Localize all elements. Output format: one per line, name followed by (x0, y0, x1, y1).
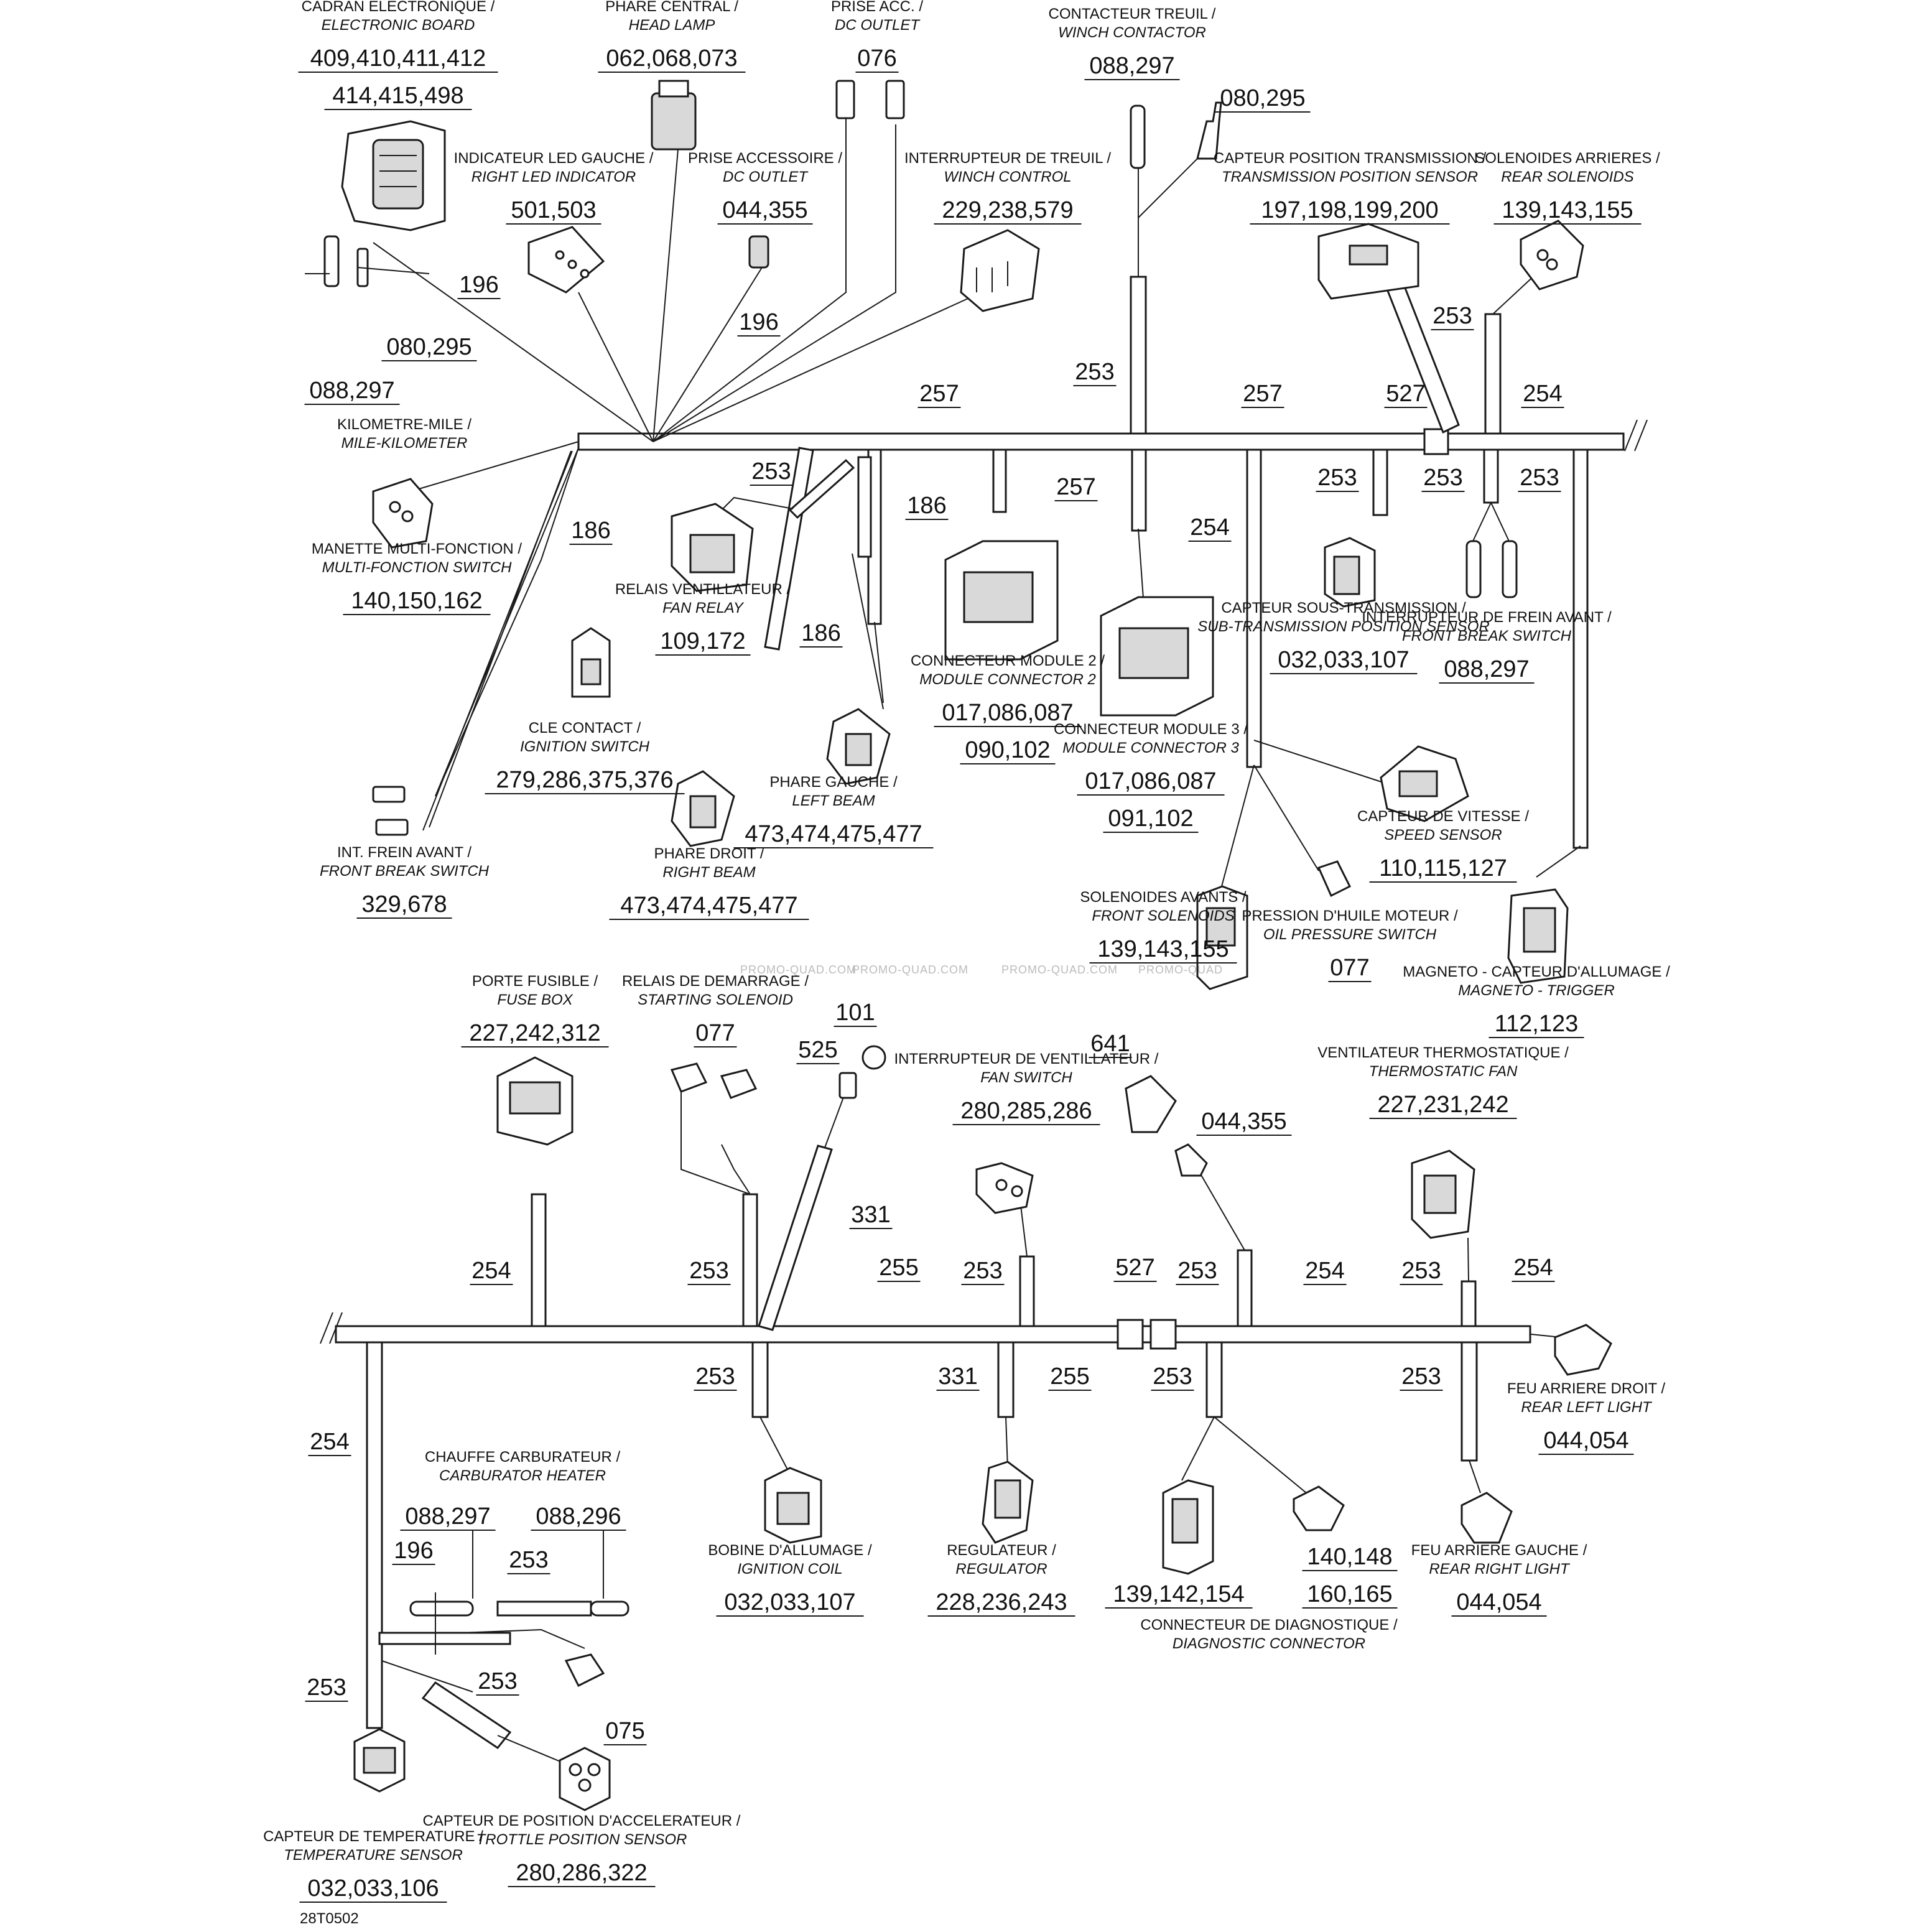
ignition-switch-connector (572, 628, 610, 697)
callout-088-296 (531, 1503, 626, 1530)
ignition-coil-fr-label: BOBINE D'ALLUMAGE / (708, 1542, 872, 1559)
callout-527 (1114, 1255, 1157, 1281)
callout-139-142-154 (1105, 1581, 1253, 1608)
dc-outlet-accessory-label (688, 150, 842, 224)
dc-outlet-accessory-fr-label: PRISE ACCESSOIRE / (687, 150, 843, 167)
left-beam-ref-number: 473,474,475,477 (745, 821, 922, 847)
throttle-sensor-icon (560, 1748, 610, 1810)
callout-196-text: 196 (459, 272, 499, 298)
bottom-connectors (355, 1046, 1611, 1810)
callout-641-text: 641 (1090, 1031, 1130, 1057)
head-lamp-connector (652, 81, 695, 149)
fan-relay-connector (672, 504, 753, 591)
callout-254-text: 254 (310, 1429, 350, 1455)
speed-sensor-label (1357, 808, 1529, 882)
diagnostic-connector-fr-label: CONNECTEUR DE DIAGNOSTIQUE / (1140, 1617, 1398, 1633)
speed-sensor-en-label: SPEED SENSOR (1384, 827, 1502, 843)
callout-075 (604, 1718, 647, 1745)
module-connector-2-en-label: MODULE CONNECTOR 2 (919, 671, 1096, 688)
fan-relay-fr-label: RELAIS VENTILLATEUR / (615, 581, 791, 598)
thermostatic-fan-icon (1412, 1151, 1474, 1238)
carburator-heater-label (425, 1449, 621, 1484)
callout-080-295 (382, 334, 477, 361)
dc-outlet-top-en-label: DC OUTLET (834, 17, 920, 34)
callout-253 (962, 1258, 1005, 1284)
right-beam-label (610, 845, 809, 919)
dc-outlet-top-ref-number: 076 (857, 45, 897, 72)
module-connector-3-icon (1101, 597, 1213, 715)
watermark-text: PROMO-QUAD.COM (852, 964, 968, 976)
callout-255 (1049, 1363, 1092, 1390)
ground-terminals (305, 236, 429, 286)
fan-switch-en-label: FAN SWITCH (980, 1069, 1072, 1086)
diagnostic-140-icon (1294, 1487, 1344, 1530)
module-connector-2-ref-number: 017,086,087 (942, 700, 1074, 726)
callout-253 (1431, 303, 1474, 330)
right-led-indicator-ref-number: 501,503 (511, 197, 597, 223)
winch-control-connector (961, 230, 1039, 311)
ignition-coil-ref-number: 032,033,107 (724, 1589, 856, 1615)
module-connector-2-fr-label: CONNECTEUR MODULE 2 / (910, 653, 1105, 669)
callout-186-text: 186 (801, 620, 841, 646)
connector-641 (1126, 1076, 1176, 1132)
callout-253-text: 253 (1177, 1258, 1217, 1284)
callout-253 (1518, 465, 1561, 491)
left-beam-connector (827, 709, 889, 784)
sub-transmission-position-sensor-ref-number: 032,033,107 (1278, 647, 1410, 673)
callout-101 (834, 1000, 877, 1026)
callout-253 (1151, 1363, 1194, 1390)
electronic-board-fr-label: CADRAN ELECTRONIQUE / (301, 0, 495, 15)
callout-196-text: 196 (739, 309, 779, 335)
starting-solenoid-fr-label: RELAIS DE DEMARRAGE / (621, 973, 809, 990)
mile-kilometer-label (337, 416, 471, 452)
callout-088-297 (401, 1503, 496, 1530)
callout-253-text: 253 (1153, 1363, 1192, 1390)
starting-solenoid-ref-number: 077 (695, 1020, 735, 1046)
callout-525-text: 525 (798, 1037, 838, 1063)
callout-253-text: 253 (689, 1258, 729, 1284)
ring-terminal-101 (840, 1046, 885, 1098)
callout-080-295-text: 080,295 (386, 334, 472, 360)
speed-sensor-fr-label: CAPTEUR DE VITESSE / (1357, 808, 1530, 825)
left-beam-en-label: LEFT BEAM (792, 792, 875, 809)
callout-253 (1422, 465, 1465, 491)
rear-solenoids-en-label: REAR SOLENOIDS (1501, 169, 1634, 185)
callout-196-text: 196 (394, 1538, 434, 1564)
callout-257 (1242, 381, 1284, 407)
callout-527 (1385, 381, 1428, 407)
multi-function-switch-label (312, 541, 522, 615)
fuse-box-icon (498, 1057, 572, 1145)
connector-044-355 (1176, 1145, 1207, 1176)
callout-139-142-154-text: 139,142,154 (1113, 1581, 1245, 1607)
fuse-box-fr-label: PORTE FUSIBLE / (471, 973, 598, 990)
front-brake-switch-left-en-label: FRONT BREAK SWITCH (319, 863, 490, 880)
callout-253 (508, 1547, 550, 1574)
oil-pressure-switch-fr-label: PRESSION D'HUILE MOTEUR / (1242, 908, 1458, 924)
callout-160-165-text: 160,165 (1307, 1581, 1393, 1607)
rear-right-light-fr-label: FEU ARRIERE GAUCHE / (1411, 1542, 1587, 1559)
connector-527-bottom-a (1118, 1320, 1143, 1349)
winch-control-fr-label: INTERRUPTEUR DE TREUIL / (904, 150, 1112, 167)
callout-257 (1055, 474, 1098, 501)
regulator-en-label: REGULATOR (955, 1561, 1047, 1577)
front-brake-switch-left-ref-number: 329,678 (361, 891, 447, 917)
callout-254-text: 254 (471, 1258, 511, 1284)
callout-331-text: 331 (938, 1363, 978, 1390)
bottom-main-harness (336, 1326, 1530, 1342)
callout-253 (688, 1258, 731, 1284)
callout-253-text: 253 (1317, 465, 1357, 491)
callout-253-text: 253 (751, 458, 791, 485)
sub-transmission-position-sensor-en-label: SUB-TRANSMISSION POSITION SENSOR (1197, 618, 1490, 635)
callout-253 (1316, 465, 1359, 491)
led-indicator-connector (529, 227, 603, 292)
callout-641 (1089, 1031, 1132, 1057)
electronic-board-ref-number: 409,410,411,412 (310, 45, 486, 72)
regulator-fr-label: REGULATEUR / (947, 1542, 1056, 1559)
head-lamp-ref-number: 062,068,073 (606, 45, 738, 72)
callout-196 (738, 309, 781, 336)
callout-088-297-text: 088,297 (405, 1503, 491, 1530)
module-connector-3-fr-label: CONNECTEUR MODULE 3 / (1053, 721, 1248, 738)
transmission-position-sensor-en-label: TRANSMISSION POSITION SENSOR (1221, 169, 1479, 185)
speed-sensor-ref-number: 110,115,127 (1379, 855, 1507, 881)
fuse-box-label (462, 973, 609, 1047)
electronic-board-label (299, 0, 498, 109)
callout-255-text: 255 (1050, 1363, 1090, 1390)
right-led-indicator-fr-label: INDICATEUR LED GAUCHE / (453, 150, 654, 167)
fan-switch-icon (977, 1163, 1033, 1213)
multi-function-switch-ref-number: 140,150,162 (351, 588, 483, 614)
electronic-board-en-label: ELECTRONIC BOARD (321, 17, 475, 34)
callout-253 (694, 1363, 737, 1390)
oil-pressure-switch-en-label: OIL PRESSURE SWITCH (1263, 926, 1437, 943)
module-connector-3-ref-number: 017,086,087 (1085, 768, 1217, 794)
fan-relay-en-label: FAN RELAY (662, 600, 743, 616)
callout-253 (476, 1668, 519, 1695)
callout-140-148-text: 140,148 (1307, 1544, 1393, 1570)
callout-253-text: 253 (963, 1258, 1003, 1284)
winch-control-ref-number: 229,238,579 (942, 197, 1074, 223)
callout-186 (570, 518, 613, 544)
starting-solenoid-terminals (672, 1064, 756, 1098)
callout-044-355 (1197, 1108, 1292, 1135)
transmission-position-sensor-label (1214, 150, 1487, 224)
temperature-sensor-ref-number: 032,033,106 (307, 1875, 439, 1902)
callout-254 (470, 1258, 513, 1284)
winch-contactor-en-label: WINCH CONTACTOR (1058, 24, 1206, 41)
ignition-coil-icon (765, 1468, 821, 1543)
callout-196 (392, 1538, 435, 1564)
callout-254 (1189, 514, 1232, 541)
connector-527-bottom-b (1151, 1320, 1176, 1349)
callout-257 (918, 381, 961, 407)
callout-253 (305, 1674, 348, 1701)
front-brake-switch-right-ref-number: 088,297 (1444, 656, 1530, 682)
dc-outlet-accessory-en-label: DC OUTLET (722, 169, 808, 185)
right-led-indicator-en-label: RIGHT LED INDICATOR (471, 169, 636, 185)
fan-relay-label (615, 581, 791, 655)
rear-left-light-fr-label: FEU ARRIERE DROIT / (1507, 1380, 1666, 1397)
diagnostic-connector-label (1140, 1617, 1398, 1652)
rear-left-light-label (1507, 1380, 1666, 1454)
thermostatic-fan-ref-number: 227,231,242 (1377, 1092, 1509, 1118)
front-brake-switch-right-en-label: FRONT BREAK SWITCH (1401, 628, 1572, 644)
top-harness-break (1625, 420, 1647, 451)
regulator-icon (983, 1462, 1033, 1543)
fuse-box-ref-number: 227,242,312 (469, 1020, 601, 1046)
temperature-sensor-fr-label: CAPTEUR DE TEMPERATURE / (263, 1828, 483, 1845)
callout-196 (458, 272, 501, 299)
throttle-position-sensor-ref-number: 280,286,322 (516, 1860, 648, 1886)
callout-257-text: 257 (1056, 474, 1096, 500)
callout-527-text: 527 (1115, 1255, 1155, 1281)
callout-253 (1400, 1363, 1443, 1390)
magneto-trigger-en-label: MAGNETO - TRIGGER (1458, 982, 1615, 999)
winch-contactor-terminal (1131, 106, 1145, 168)
front-solenoids-ref-number: 139,143,155 (1097, 936, 1229, 962)
callout-253-text: 253 (307, 1674, 346, 1701)
callout-255 (878, 1255, 921, 1281)
right-beam-ref-number: 473,474,475,477 (620, 893, 798, 919)
oil-pressure-switch-ref-number: 077 (1330, 955, 1370, 981)
temperature-sensor-icon (355, 1729, 404, 1791)
callout-527-text: 527 (1386, 381, 1426, 407)
thermostatic-fan-label (1317, 1044, 1569, 1118)
watermark-text: PROMO-QUAD.COM (740, 964, 857, 976)
starting-solenoid-label (622, 973, 809, 1047)
rear-right-light-icon (1462, 1493, 1512, 1543)
right-led-indicator-label (454, 150, 654, 224)
fan-switch-label (894, 1051, 1159, 1125)
rear-right-light-label (1411, 1542, 1587, 1616)
callout-186 (906, 493, 949, 519)
callout-257-text: 257 (919, 381, 959, 407)
magneto-trigger-fr-label: MAGNETO - CAPTEUR D'ALLUMAGE / (1403, 964, 1670, 980)
sub-transmission-position-sensor-fr-label: CAPTEUR SOUS-TRANSMISSION / (1221, 600, 1466, 616)
ignition-coil-label (708, 1542, 872, 1616)
front-solenoids-fr-label: SOLENOIDES AVANTS / (1080, 889, 1247, 906)
callout-088-296-text: 088,296 (536, 1503, 621, 1530)
winch-control-en-label: WINCH CONTROL (944, 169, 1072, 185)
front-brake-switch-right-fr-label: INTERRUPTEUR DE FREIN AVANT / (1362, 609, 1612, 626)
callout-253-text: 253 (1423, 465, 1463, 491)
front-solenoids-en-label: FRONT SOLENOIDS (1092, 908, 1235, 924)
thermostatic-fan-fr-label: VENTILATEUR THERMOSTATIQUE / (1317, 1044, 1569, 1061)
rear-solenoids-fr-label: SOLENOIDES ARRIERES / (1475, 150, 1660, 167)
front-brake-terminals (373, 787, 407, 835)
rear-left-light-en-label: REAR LEFT LIGHT (1521, 1399, 1651, 1416)
rear-solenoids-label (1475, 150, 1660, 224)
callout-254 (309, 1429, 351, 1456)
callout-253-text: 253 (1075, 359, 1115, 385)
transmission-sensor-connector (1319, 224, 1418, 299)
callout-254 (1512, 1255, 1555, 1281)
callout-254-text: 254 (1523, 381, 1563, 407)
callout-186 (800, 620, 843, 647)
diagnostic-connector-en-label: DIAGNOSTIC CONNECTOR (1172, 1635, 1366, 1652)
right-beam-connector (672, 771, 734, 846)
right-beam-en-label: RIGHT BEAM (662, 864, 756, 881)
multi-function-switch-fr-label: MANETTE MULTI-FONCTION / (311, 541, 522, 557)
callout-253 (1074, 359, 1117, 386)
sub-transmission-connector (1325, 538, 1375, 606)
callout-254 (1304, 1258, 1347, 1284)
temperature-sensor-label (263, 1828, 483, 1902)
rear-right-light-en-label: REAR RIGHT LIGHT (1429, 1561, 1569, 1577)
callout-331-text: 331 (851, 1202, 891, 1228)
magneto-trigger-ref-number: 112,123 (1494, 1011, 1579, 1037)
thermostatic-fan-en-label: THERMOSTATIC FAN (1368, 1063, 1518, 1080)
starting-solenoid-en-label: STARTING SOLENOID (638, 992, 793, 1008)
carburator-heater-en-label: CARBURATOR HEATER (439, 1467, 606, 1484)
figure-code: 28T0502 (300, 1910, 359, 1927)
dc-outlet-accessory-ref-number: 044,355 (722, 197, 808, 223)
callout-257-text: 257 (1243, 381, 1283, 407)
callout-253-text: 253 (1520, 465, 1559, 491)
head-lamp-en-label: HEAD LAMP (628, 17, 715, 34)
module-connector-2-icon (945, 541, 1057, 659)
mile-km-connector (373, 479, 432, 547)
callout-253-text: 253 (1401, 1363, 1441, 1390)
carburator-heater-fr-label: CHAUFFE CARBURATEUR / (424, 1449, 621, 1465)
winch-contactor-sleeve (1131, 277, 1146, 434)
diagnostic-139-icon (1163, 1480, 1213, 1574)
rear-left-light-ref-number: 044,054 (1543, 1428, 1629, 1454)
oil-pressure-terminal (1319, 862, 1350, 896)
transmission-position-sensor-fr-label: CAPTEUR POSITION TRANSMISSION / (1213, 150, 1487, 167)
callout-254-text: 254 (1190, 514, 1230, 541)
ignition-switch-ref-number: 279,286,375,376 (496, 767, 674, 793)
watermark-text: PROMO-QUAD.COM (1001, 964, 1118, 976)
callout-255-text: 255 (879, 1255, 919, 1281)
throttle-position-sensor-fr-label: CAPTEUR DE POSITION D'ACCELERATEUR / (422, 1813, 741, 1829)
winch-control-label (904, 150, 1111, 224)
callout-088-297 (305, 378, 400, 404)
accessory-outlet-connector (750, 236, 768, 267)
regulator-label (928, 1542, 1075, 1616)
magneto-trigger-label (1403, 964, 1670, 1038)
head-lamp-fr-label: PHARE CENTRAL / (605, 0, 738, 15)
dc-outlet-top-label (831, 0, 923, 72)
callout-253 (1176, 1258, 1219, 1284)
fan-relay-ref-number: 109,172 (660, 628, 746, 654)
callout-254 (1521, 381, 1564, 407)
rear-solenoids-ref-number: 139,143,155 (1502, 197, 1633, 223)
front-brake-switch-terminals (1467, 541, 1516, 597)
callout-140-148 (1303, 1544, 1398, 1571)
watermark (740, 964, 1223, 976)
watermark-text: PROMO-QUAD (1138, 964, 1223, 976)
ignition-switch-fr-label: CLE CONTACT / (528, 720, 641, 736)
callout-186-text: 186 (571, 518, 611, 544)
callout-254-text: 254 (1513, 1255, 1553, 1281)
callout-253 (750, 458, 793, 485)
ignition-switch-en-label: IGNITION SWITCH (520, 738, 649, 755)
fuse-box-en-label: FUSE BOX (497, 992, 573, 1008)
winch-contactor-label (1049, 6, 1216, 80)
module-connector-3-label (1054, 721, 1248, 832)
callout-253 (1400, 1258, 1443, 1284)
mile-kilometer-en-label: MILE-KILOMETER (341, 435, 468, 452)
transmission-position-sensor-ref-number: 197,198,199,200 (1261, 197, 1439, 223)
module-connector-2-ref-number: 090,102 (965, 737, 1051, 763)
callout-080-295 (1215, 85, 1311, 112)
temperature-sensor-en-label: TEMPERATURE SENSOR (284, 1847, 463, 1864)
rear-right-light-ref-number: 044,054 (1456, 1589, 1542, 1615)
left-beam-label (734, 774, 934, 848)
fan-switch-ref-number: 280,285,286 (960, 1098, 1092, 1124)
multi-function-switch-en-label: MULTI-FONCTION SWITCH (322, 559, 512, 576)
module-connector-3-ref-number: 091,102 (1108, 806, 1194, 832)
front-brake-switch-left-fr-label: INT. FREIN AVANT / (337, 844, 472, 861)
top-main-harness (578, 434, 1623, 450)
regulator-ref-number: 228,236,243 (936, 1589, 1067, 1615)
callout-253-text: 253 (1433, 303, 1472, 329)
dc-outlet-top-fr-label: PRISE ACC. / (830, 0, 924, 15)
callout-088-297-text: 088,297 (309, 378, 395, 404)
mile-kilometer-fr-label: KILOMETRE-MILE / (337, 416, 472, 433)
ignition-coil-en-label: IGNITION COIL (737, 1561, 843, 1577)
left-beam-fr-label: PHARE GAUCHE / (769, 774, 898, 791)
callout-075-text: 075 (605, 1718, 645, 1744)
dc-outlet-terminals (837, 81, 904, 118)
winch-contactor-fr-label: CONTACTEUR TREUIL / (1048, 6, 1216, 22)
electronic-board-ref-number: 414,415,498 (332, 83, 464, 109)
callout-254-text: 254 (1305, 1258, 1345, 1284)
right-beam-fr-label: PHARE DROIT / (654, 845, 764, 862)
connector-527-top (1424, 429, 1448, 454)
head-lamp-label (598, 0, 746, 72)
callout-080-295-text: 080,295 (1220, 85, 1306, 111)
ignition-switch-label (485, 720, 685, 794)
callout-253-text: 253 (1401, 1258, 1441, 1284)
callout-525 (797, 1037, 840, 1064)
front-brake-switch-left-label (320, 844, 490, 918)
callout-186-text: 186 (907, 493, 947, 519)
throttle-position-sensor-en-label: TROTTLE POSITION SENSOR (476, 1831, 687, 1848)
callout-331 (937, 1363, 980, 1390)
bottom-harness (320, 1076, 1561, 1767)
fan-switch-fr-label: INTERRUPTEUR DE VENTILLATEUR / (894, 1051, 1159, 1067)
connector-075 (566, 1655, 603, 1686)
callout-160-165 (1303, 1581, 1398, 1608)
electronic-board-connector (342, 121, 445, 230)
callout-331 (850, 1202, 893, 1228)
module-connector-3-en-label: MODULE CONNECTOR 3 (1062, 740, 1239, 756)
callout-253-text: 253 (478, 1668, 518, 1694)
callout-101-text: 101 (835, 1000, 875, 1026)
callout-044-355-text: 044,355 (1201, 1108, 1287, 1135)
winch-contactor-ref-number: 088,297 (1089, 53, 1175, 79)
callout-253-text: 253 (695, 1363, 735, 1390)
rear-left-light-icon (1555, 1325, 1611, 1375)
throttle-position-sensor-label (423, 1813, 741, 1887)
callout-253-text: 253 (509, 1547, 549, 1573)
